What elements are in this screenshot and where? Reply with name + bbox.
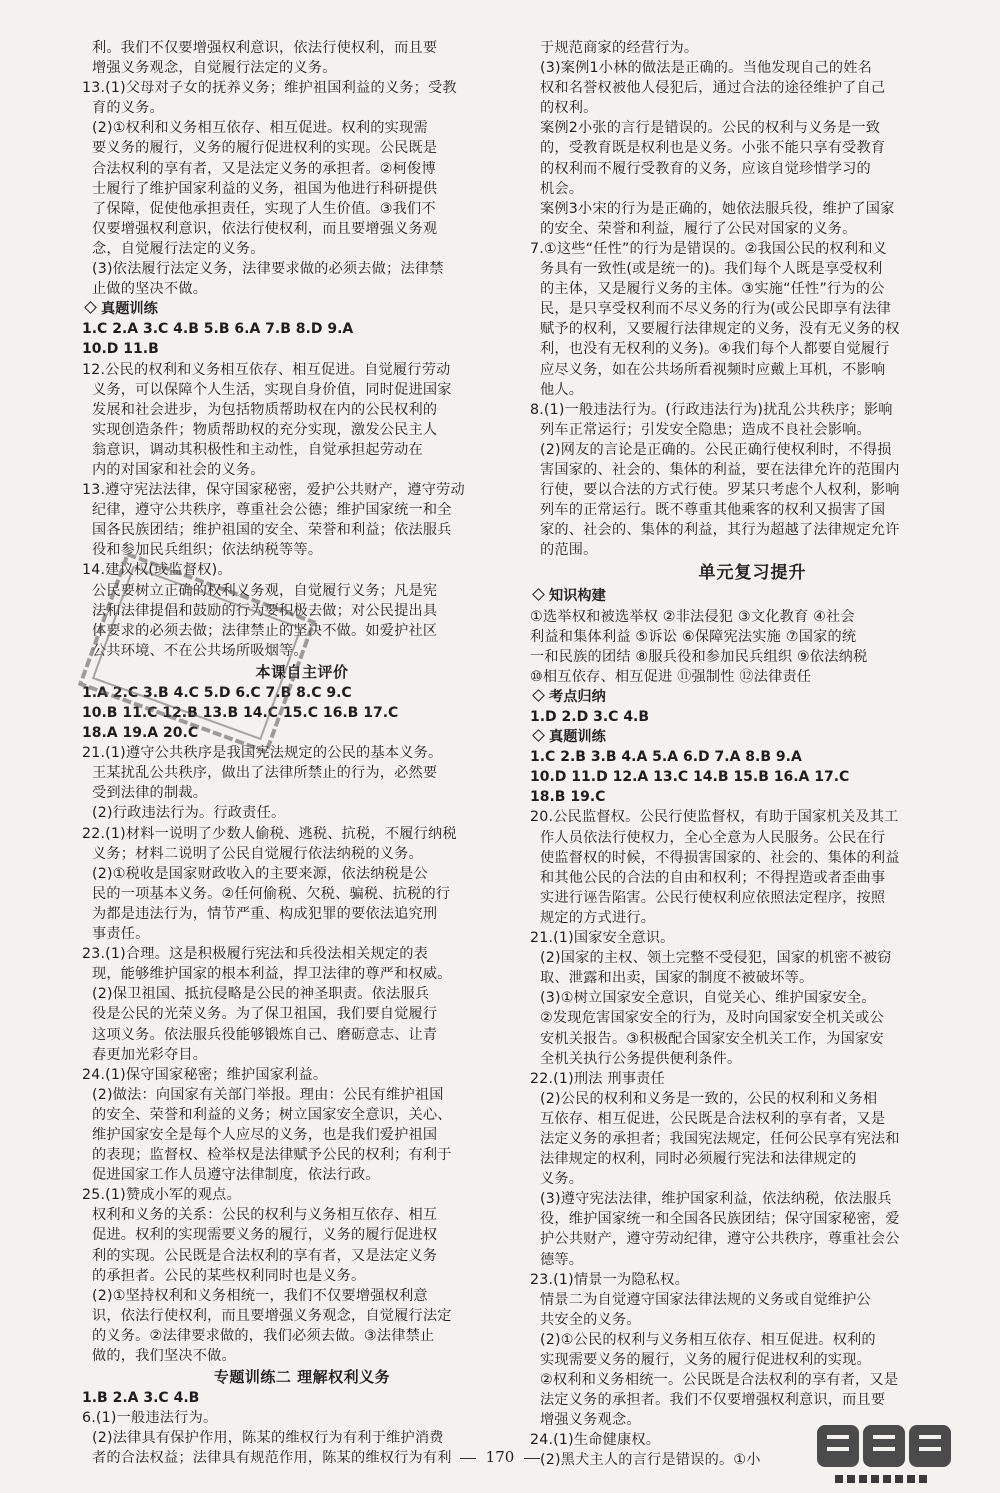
text-line: 仅要增强权利意识，依法行使权利，而且要增强义务观 xyxy=(92,220,438,237)
text-line: 护公共财产，遵守劳动纪律，遵守公共秩序，尊重社会公 xyxy=(540,1231,900,1248)
text-line: 受到法律的制裁。 xyxy=(92,785,208,802)
text-line: (3)遵守宪法法律，维护国家利益，依法纳税，依法服兵 xyxy=(540,1191,892,1208)
text-line: 13.遵守宪法法律，保守国家秘密，爱护公共财产，遵守劳动 xyxy=(82,482,465,499)
text-line: 者的合法权益；法律具有规范作用，陈某的维权行为有利 xyxy=(92,1450,452,1467)
text-line: (2)法律具有保护作用，陈某的维权行为有利于维护消费 xyxy=(92,1430,444,1447)
text-line: 的义务。②法律要求做的，我们必须去做。③法律禁止 xyxy=(92,1327,435,1344)
text-line: 一和民族的团结 ⑧服兵役和参加民兵组织 ⑨依法纳税 xyxy=(530,648,868,665)
text-line: 权利和义务的关系：公民的权利与义务相互依存、相互 xyxy=(92,1207,438,1224)
text-line: 法定义务的承担者；我国宪法规定，任何公民享有宪法和 xyxy=(540,1130,900,1147)
text-line: 应尽义务，如在公共场所看视频时应戴上耳机，不影响 xyxy=(540,361,886,378)
text-line: 促进。权利的实现需要义务的履行，义务的履行促进权 xyxy=(92,1227,438,1244)
text-line: (2)①公民的权利与义务相互依存、相互促进。权利的 xyxy=(540,1331,876,1348)
text-line: 8.(1)一般违法行为。(行政违法行为)扰乱公共秩序；影响 xyxy=(530,401,893,418)
text-line: 22.(1)材料一说明了少数人偷税、逃税、抗税，不履行纳税 xyxy=(82,825,457,842)
text-line: 互依存、相互促进，公民既是合法权利的享有者，又是 xyxy=(540,1110,886,1127)
text-line: 全机关执行公务提供便利条件。 xyxy=(540,1050,742,1067)
text-line: 21.(1)国家安全意识。 xyxy=(530,930,675,947)
text-line: 民的一项基本义务。②任何偷税、欠税、骗税、抗税的行 xyxy=(92,885,451,902)
text-line: 促进国家工作人员遵守法律制度，依法行政。 xyxy=(92,1167,380,1184)
answer-key-line: 1.C 2.A 3.C 4.B 5.B 6.A 7.B 8.D 9.A xyxy=(82,321,354,338)
text-line: 的安全、荣誉和利益的义务；树立国家安全意识，关心、 xyxy=(92,1106,452,1123)
text-line: 使监督权的时候，不得损害国家的、社会的、集体的利益 xyxy=(540,849,900,866)
text-line: 了保障，促使他承担责任，实现了人生价值。③我们不 xyxy=(92,200,436,217)
text-line: 24.(1)保守国家秘密；维护国家利益。 xyxy=(82,1066,328,1083)
text-line: (2)①权利和义务相互依存、相互促进。权利的实现需 xyxy=(92,120,428,137)
right-column xyxy=(530,38,975,1471)
text-line: 案例3小宋的行为是正确的，她依法服兵役，维护了国家 xyxy=(540,200,895,217)
text-line: 的权利。 xyxy=(540,100,598,117)
text-line: 利。我们不仅要增强权利意识，依法行使权利，而且要 xyxy=(92,40,438,56)
text-line: 役，维护国家统一和全国各民族团结；保守国家秘密，爱 xyxy=(540,1211,900,1228)
text-line: 案例2小张的言行是错误的。公民的权利与义务是一致 xyxy=(540,120,881,137)
unit-title: 单元复习提升 xyxy=(698,563,807,584)
text-line: 的范围。 xyxy=(540,542,598,559)
text-line: 12.公民的权利和义务相互依存、相互促进。自觉履行劳动 xyxy=(82,361,451,378)
text-line: 实进行诬告陷害。公民行使权利应依照法定程序，按照 xyxy=(540,889,886,906)
diamond-icon xyxy=(532,689,545,702)
text-line: (2)①税收是国家财政收入的主要来源，依法纳税是公 xyxy=(92,865,428,882)
text-line: 25.(1)赞成小军的观点。 xyxy=(82,1187,241,1204)
text-line: (2)做法：向国家有关部门举报。理由：公民有维护祖国 xyxy=(92,1086,444,1103)
text-line: 21.(1)遵守公共秩序是我国宪法规定的公民的基本义务。 xyxy=(82,745,443,762)
text-line: ①选举权和被选举权 ②非法侵犯 ③文化教育 ④社会 xyxy=(530,608,855,625)
answer-key-line: 18.A 19.A 20.C xyxy=(82,725,199,742)
text-line: 的权利而不履行受教育的义务，应该自觉珍惜学习的 xyxy=(540,160,871,177)
subsection-title: 专题训练二 理解权利义务 xyxy=(213,1368,391,1387)
text-line: 利益和集体利益 ⑤诉讼 ⑥保障宪法实施 ⑦国家的统 xyxy=(530,628,857,645)
answer-key-line: 1.B 2.A 3.C 4.B xyxy=(82,1390,200,1407)
text-line: 害国家的、社会的、集体的利益，要在法律允许的范围内 xyxy=(540,461,900,478)
answer-key-line: 10.D 11.D 12.A 13.C 14.B 15.B 16.A 17.C xyxy=(530,769,850,786)
section-heading-label: 知识构建 xyxy=(549,588,606,605)
text-line: 发展和社会进步，为包括物质帮助权在内的公民权利的 xyxy=(92,401,438,418)
text-line: 20.公民监督权。公民行使监督权，有助于国家机关及其工 xyxy=(530,809,899,826)
text-line: 法律规定的权利，同时必须履行宪法和法律规定的 xyxy=(540,1151,857,1168)
text-line: 家的、社会的、集体的利益，其行为超越了法律规定允许 xyxy=(540,522,900,539)
text-line: 王某扰乱公共秩序，做出了法律所禁止的行为，必然要 xyxy=(92,765,438,782)
text-line: 这项义务。依法服兵役能够锻炼自己、磨砺意志、让青 xyxy=(92,1026,438,1043)
answer-key-line: 18.B 19.C xyxy=(530,789,606,806)
text-line: 要义务的履行，义务的履行促进权利的实现。公民既是 xyxy=(92,140,438,157)
section-heading-label: 考点归纳 xyxy=(549,688,606,705)
text-line: ②发现危害国家安全的行为，及时向国家安全机关或公 xyxy=(540,1010,884,1027)
text-line: 内的对国家和社会的义务。 xyxy=(92,461,265,478)
text-line: 他人。 xyxy=(540,381,584,398)
text-line: 列车正常运行；引发安全隐患；造成不良社会影响。 xyxy=(540,421,871,438)
text-line: 国各民族团结；维护祖国的安全、荣誉和利益；依法服兵 xyxy=(92,522,452,539)
text-line: 的，受教育既是权利也是义务。小张不能只享有受教育 xyxy=(540,140,886,157)
text-line: 7.①这些“任性”的行为是错误的。②我国公民的权利和义 xyxy=(530,240,888,257)
text-line: 士履行了维护国家利益的义务，祖国为他进行科研提供 xyxy=(92,180,438,197)
text-line: (3)依法履行法定义务，法律要求做的必须去做；法律禁 xyxy=(92,261,444,278)
text-line: 实现需要义务的履行，义务的履行促进权利的实现。 xyxy=(540,1352,871,1368)
text-line: 义务，可以保障个人生活，实现自身价值，同时促进国家 xyxy=(92,381,452,398)
text-line: 赋予的权利，又要履行法律规定的义务，没有无义务的权 xyxy=(540,321,900,338)
text-line: 法定义务的承担者。我们不仅要增强权利意识，而且要 xyxy=(540,1392,886,1409)
text-line: (2)黑犬主人的言行是错误的。①小 xyxy=(540,1452,761,1469)
section-heading xyxy=(530,687,975,707)
text-line: 13.(1)父母对子女的抚养义务；维护祖国利益的义务；受教 xyxy=(82,80,457,97)
text-line: 23.(1)合理。这是积极履行宪法和兵役法相关规定的表 xyxy=(82,946,428,963)
answer-key-line: 10.B 11.C 12.B 13.B 14.C 15.C 16.B 17.C xyxy=(82,705,399,721)
section-heading xyxy=(530,586,975,606)
text-line: 24.(1)生命健康权。 xyxy=(530,1432,661,1449)
subsection-title: 本课自主评价 xyxy=(255,662,349,681)
text-line: ⑩相互依存、相互促进 ⑪强制性 ⑫法律责任 xyxy=(530,668,812,685)
text-line: (3)①树立国家安全意识，自觉关心、维护国家安全。 xyxy=(540,990,876,1007)
text-line: 作人员依法行使权力，全心全意为人民服务。公民在行 xyxy=(540,829,886,846)
page-number: 170 xyxy=(0,1448,1000,1466)
text-line: 现，能够维护国家的根本利益，捍卫法律的尊严和权威。 xyxy=(92,966,452,983)
diamond-icon xyxy=(84,301,97,314)
text-line: 翁意识，调动其积极性和主动性，自觉承担起劳动在 xyxy=(92,441,423,458)
text-line: 6.(1)一般违法行为。 xyxy=(82,1410,218,1427)
text-line: 义务；材料二说明了公民自觉履行依法纳税的义务。 xyxy=(92,845,423,862)
answer-key-line: 1.D 2.D 3.C 4.B xyxy=(530,709,650,725)
answer-key-line: 1.A 2.C 3.B 4.C 5.D 6.C 7.B 8.C 9.C xyxy=(82,684,352,701)
answer-key-line: 10.D 11.B xyxy=(82,341,159,358)
text-line: 为都是违法行为，情节严重、构成犯罪的要依法追究刑 xyxy=(92,905,438,922)
text-line: 的主体，又是履行义务的主体。③实施“任性”行为的公 xyxy=(540,281,885,298)
text-line: 纪律，遵守公共秩序，尊重社会公德；维护国家统一和全 xyxy=(92,502,452,519)
section-heading-label: 真题训练 xyxy=(101,301,158,318)
text-line: 共安全的义务。 xyxy=(540,1311,641,1328)
text-line: 体要求的必须去做；法律禁止的坚决不做。如爱护社区 xyxy=(92,622,438,639)
text-line: 义务。 xyxy=(540,1171,584,1188)
text-line: 念，自觉履行法定的义务。 xyxy=(92,240,265,257)
text-line: 14.建议权(或监督权)。 xyxy=(82,562,232,579)
text-line: (2)国家的主权、领土完整不受侵犯，国家的机密不被窃 xyxy=(540,950,892,967)
text-line: 情景二为自觉遵守国家法律法规的义务或自觉维护公 xyxy=(540,1291,871,1308)
text-line: 安机关报告。③积极配合国家安全机关工作，为国家安 xyxy=(540,1030,884,1047)
text-line: ②权利和义务相统一。公民既是合法权利的享有者，又是 xyxy=(540,1372,899,1389)
text-line: (2)网友的言论是正确的。公民正确行使权利时，不得损 xyxy=(540,441,892,458)
text-line: 取、泄露和出卖，国家的制度不被破坏等。 xyxy=(540,970,814,987)
text-line: 法和法律提倡和鼓励的行为要积极去做；对公民提出具 xyxy=(92,602,438,619)
text-line: 增强义务观念，自觉履行法定的义务。 xyxy=(92,60,337,77)
text-line: 止做的坚决不做。 xyxy=(92,281,208,298)
text-line: 识，依法行使权利，而且要增强义务观念，自觉履行法定 xyxy=(92,1307,452,1324)
text-line: 机会。 xyxy=(540,180,584,197)
section-heading xyxy=(82,299,522,319)
text-line: 增强义务观念。 xyxy=(540,1412,641,1429)
text-line: 利，也没有无权利的义务)。④我们每个人都要自觉履行 xyxy=(540,341,890,358)
text-line: 役是公民的光荣义务。为了保卫祖国，我们要自觉履行 xyxy=(92,1006,438,1023)
text-line: 民，是只享受权利而不尽义务的行为(或公民即享有法律 xyxy=(540,301,892,318)
text-line: 规定的方式进行。 xyxy=(540,909,656,926)
text-line: (3)案例1小林的做法是正确的。当他发现自己的姓名 xyxy=(540,60,873,77)
text-line: 权和名誉权被他人侵犯后，通过合法的途径维护了自己 xyxy=(540,80,886,97)
text-line: 育的义务。 xyxy=(92,100,164,117)
text-line: 公共环境、不在公共场所吸烟等。 xyxy=(92,642,308,659)
text-line: 务具有一致性(或是统一的)。我们每个人既是享受权利 xyxy=(540,261,883,278)
text-line: 的承担者。公民的某些权利同时也是义务。 xyxy=(92,1267,366,1284)
text-line: 合法权利的享有者，又是法定义务的承担者。②柯俊博 xyxy=(92,160,436,177)
text-line: 列车的正常运行。既不尊重其他乘客的权利又损害了国 xyxy=(540,502,886,519)
diamond-icon xyxy=(532,589,545,602)
diamond-icon xyxy=(532,729,545,742)
text-line: (2)①坚持权利和义务相统一，我们不仅要增强权利意 xyxy=(92,1287,428,1304)
text-line: 和其他公民的合法的自由和权利；不得捏造或者歪曲事 xyxy=(540,869,886,886)
text-line: 的安全、荣誉和利益，履行了公民对国家的义务。 xyxy=(540,220,857,237)
text-line: 行使，要以合法的方式行使。罗某只考虑个人权利，影响 xyxy=(540,482,900,499)
text-line: 德等。 xyxy=(540,1251,584,1268)
text-line: 22.(1)刑法 刑事责任 xyxy=(530,1070,665,1087)
text-line: 春更加光彩夺目。 xyxy=(92,1046,208,1063)
text-line: 事责任。 xyxy=(92,926,150,943)
text-line: 利的实现。公民既是合法权利的享有者，又是法定义务 xyxy=(92,1247,438,1264)
text-line: 役和参加民兵组织；依法纳税等等。 xyxy=(92,542,323,559)
section-heading xyxy=(530,727,975,747)
text-line: (2)保卫祖国、抵抗侵略是公民的神圣职责。依法服兵 xyxy=(92,986,430,1003)
text-line: 做的，我们坚决不做。 xyxy=(92,1348,236,1364)
answer-key-line: 1.C 2.B 3.B 4.A 5.A 6.D 7.A 8.B 9.A xyxy=(530,749,802,766)
text-line: 的表现；监督权、检举权是法律赋予公民的权利；有利于 xyxy=(92,1147,452,1164)
text-line: 于规范商家的经营行为。 xyxy=(540,40,699,56)
text-line: 维护国家安全是每个人应尽的义务，也是我们爱护祖国 xyxy=(92,1126,438,1143)
section-heading-label: 真题训练 xyxy=(549,729,606,746)
text-line: (2)行政违法行为。行政责任。 xyxy=(92,805,286,822)
text-line: 23.(1)情景一为隐私权。 xyxy=(530,1271,689,1288)
text-line: 实现创造条件；物质帮助权的充分实现，激发公民主人 xyxy=(92,421,438,438)
text-line: (2)公民的权利和义务是一致的，公民的权利和义务相 xyxy=(540,1090,878,1107)
left-column xyxy=(82,38,522,1468)
text-line: 公民要树立正确的权利义务观，自觉履行义务；凡是宪 xyxy=(92,582,438,599)
